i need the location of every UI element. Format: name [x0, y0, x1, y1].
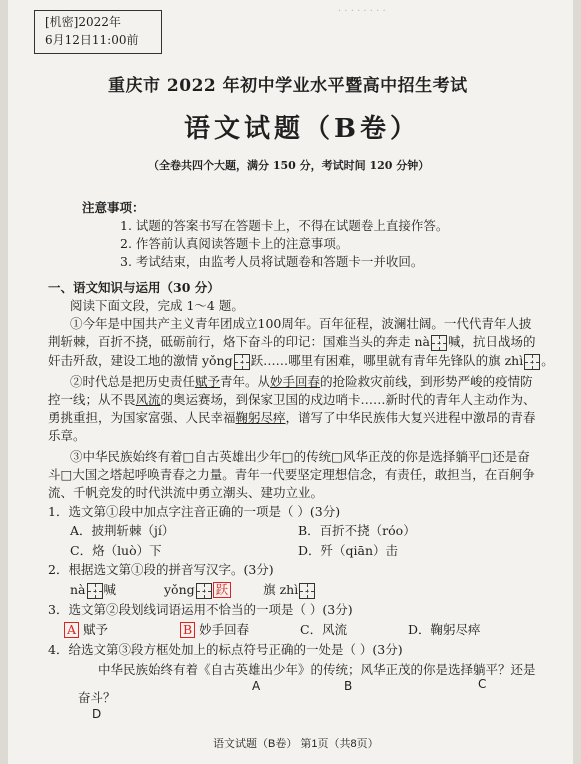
- note-item: 1. 试题的答案书写在答题卡上，不得在试题卷上直接作答。: [120, 218, 449, 233]
- exam-page: [8, 0, 573, 764]
- q1-option-a: A．披荆斩棘（jí）: [70, 523, 175, 538]
- question-3: 3．选文第②段划线词语运用不恰当的一项是（ ）(3分): [48, 602, 353, 617]
- q4-mark-b: B: [344, 679, 353, 693]
- exam-info: （全卷共四个大题，满分 150 分，考试时间 120 分钟）: [148, 159, 430, 172]
- passage-p2-line4: 乐章。: [48, 428, 86, 443]
- bleed-through-text: · · · · · · · ·: [338, 6, 386, 17]
- q4-mark-c: C: [478, 677, 487, 691]
- q4-sentence-cont: 奋斗？: [78, 690, 116, 705]
- q3-option-c: C．风流: [300, 622, 348, 637]
- section-title: 一、语文知识与运用（30 分）: [48, 280, 220, 295]
- note-item: 2. 作答前认真阅读答题卡上的注意事项。: [120, 236, 349, 251]
- passage-p1-line3: 奸击歼敌，建设工地的激情 yǒng 跃……哪里有困难，哪里就有青年先锋队的旗 zhì 。: [48, 353, 554, 368]
- blank-grid: [524, 354, 540, 370]
- question-4: 4．给选文第③段方框处加上的标点符号正确的一处是（ ）(3分): [48, 642, 403, 657]
- q3-option-a: A 赋予: [64, 622, 108, 638]
- q3-option-b: B 妙手回春: [180, 622, 249, 638]
- q4-sentence: 中华民族始终有着《自古英雄出少年》的传统；风华正茂的你是选择躺平？还是: [98, 662, 536, 677]
- answer-grid: [87, 583, 103, 599]
- q4-mark-a: A: [252, 679, 261, 693]
- confidential-stamp: [34, 10, 162, 54]
- blank-grid: [234, 354, 250, 370]
- q2-answers: nà 喊 yǒng 跃 旗 zhì: [70, 582, 316, 599]
- circled-answer-b: B: [180, 622, 195, 638]
- passage-p2-line1: ②时代总是把历史责任赋予青年。从妙手回春的抢险救灾前线，到形势严峻的疫情防: [70, 374, 533, 389]
- exam-title: 重庆市 2022 年初中学业水平暨高中招生考试: [108, 76, 468, 96]
- passage-p3-line1: ③中华民族始终有着□自古英雄出少年□的传统□风华正茂的你是选择躺平□还是奋: [70, 449, 530, 464]
- passage-p1-line2: 荆斩棘，百折不挠，砥砺前行，烙下奋斗的印记：国难当头的奔走 nà 喊，抗日战场的: [48, 334, 536, 349]
- question-1: 1．选文第①段中加点字注音正确的一项是（ ）(3分): [48, 504, 341, 519]
- confidential-line-1: [机密]2022年: [45, 15, 121, 29]
- passage-p2-line3: 勇挑重担，为国家富强、人民幸福鞠躬尽瘁，谱写了中华民族伟大复兴进程中激昂的青春: [48, 410, 536, 425]
- blank-grid: [431, 335, 447, 351]
- page-footer: 语文试题（B卷） 第1页（共8页）: [213, 738, 379, 750]
- circled-answer-a: A: [64, 622, 79, 638]
- q1-option-d: D．歼（qiān）击: [298, 543, 399, 558]
- notes-heading: 注意事项：: [82, 200, 145, 215]
- passage-p2-line2: 控一线；从不畏风流的奥运赛场，到保家卫国的戍边哨卡……新时代的青年人主动作为、: [48, 392, 536, 407]
- question-2: 2．根据选文第①段的拼音写汉字。(3分): [48, 562, 274, 577]
- note-item: 3. 考试结束，由监考人员将试题卷和答题卡一并收回。: [120, 254, 424, 269]
- q3-option-d: D．鞠躬尽瘁: [408, 622, 481, 637]
- answer-grid: [299, 583, 315, 599]
- passage-p3-line3: 流、千帆竞发的时代洪流中勇立潮头、建功立业。: [48, 485, 324, 500]
- passage-p1-line1: ①今年是中国共产主义青年团成立100周年。百年征程，波澜壮阔。一代代青年人披: [70, 316, 532, 331]
- q1-option-b: B．百折不挠（róo）: [298, 523, 416, 538]
- section-intro: 阅读下面文段，完成 1～4 题。: [70, 298, 244, 313]
- q1-option-c: C．烙（luò）下: [70, 543, 162, 558]
- handwritten-answer: 跃: [213, 582, 232, 598]
- passage-p3-line2: 斗□大国之塔起呼唤青春之力量。青年一代要坚定理想信念，有责任，敢担当，在百舸争: [48, 467, 535, 482]
- confidential-line-2: 6月12日11:00前: [45, 33, 139, 47]
- q4-mark-d: D: [92, 707, 102, 721]
- exam-subtitle: 语文试题（B卷）: [184, 114, 420, 144]
- answer-grid: [196, 583, 212, 599]
